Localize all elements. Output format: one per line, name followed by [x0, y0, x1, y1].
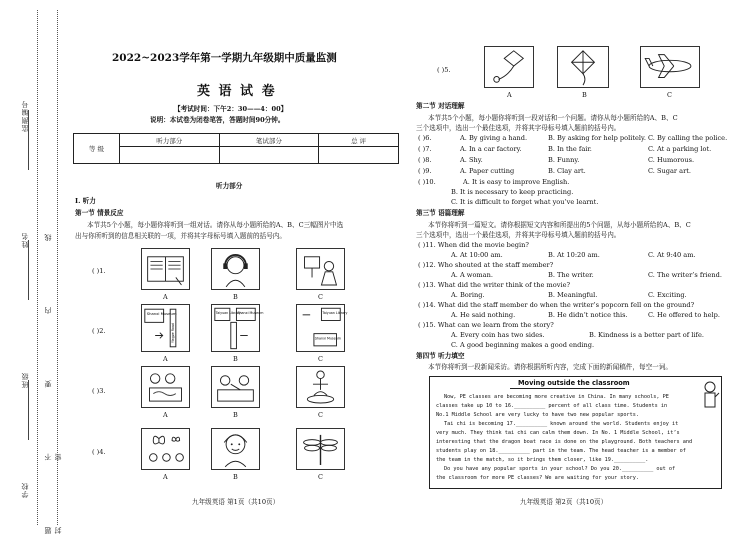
news-line-2: classes take up 10 to 16.__________ percent of all class time. Students in: [436, 403, 668, 409]
q3-label-a: A: [163, 411, 168, 419]
q10-number[interactable]: ( )10.: [418, 178, 436, 186]
watching-tv-image: [297, 249, 344, 289]
section-2-instr-1: 本节共5个小题，每小题你将听到一段对话和一个问题。请你从每小题所给的A、B、C: [428, 114, 678, 122]
score-table: [73, 133, 399, 164]
q9-number[interactable]: ( )9.: [418, 167, 432, 175]
q15-option-c[interactable]: C. A good beginning makes a good ending.: [451, 341, 595, 349]
exam-time: 【考试时间：下午2：30——4：00】: [174, 105, 288, 113]
score-cell-written[interactable]: [219, 147, 319, 164]
q15-question[interactable]: ( )15. What can we learn from the story?: [418, 321, 554, 329]
no-answer-warning: 题 不 要 内 线 封 密: [44, 202, 62, 534]
q2-picture-a[interactable]: [141, 304, 190, 352]
q7-option-c[interactable]: C. At a parking lot.: [648, 145, 712, 153]
q1-picture-b[interactable]: [211, 248, 260, 290]
q3-picture-c[interactable]: [296, 366, 345, 408]
q2-picture-c[interactable]: [296, 304, 348, 352]
kids-drawing-image: [212, 367, 259, 407]
people-painting-image: [142, 367, 189, 407]
listening-part-heading: 听力部分: [216, 182, 243, 190]
subject-title: 英 语 试 卷: [197, 84, 277, 99]
q6-number[interactable]: ( )6.: [418, 134, 432, 142]
museum-road-map-a: [142, 305, 189, 351]
answer-line-2: [28, 240, 34, 300]
q12-option-c[interactable]: C. The writer’s friend.: [648, 271, 722, 279]
girl-smiling-image: [212, 429, 259, 469]
score-col-total: 总 评: [319, 134, 399, 147]
q11-option-a[interactable]: A. At 10:00 am.: [451, 251, 503, 259]
kite-flying-image-a: [485, 47, 533, 87]
q6-option-a[interactable]: A. By giving a hand.: [460, 134, 528, 142]
news-line-6: interesting that the dragon boat race is done on the playground. Both teachers and: [436, 439, 693, 445]
q1-picture-c[interactable]: [296, 248, 345, 290]
class-label: 班级: [21, 372, 29, 388]
road-name-a: Yingze Road: [170, 323, 175, 344]
airplane-image: [641, 47, 699, 87]
q1-label-c: C: [318, 293, 323, 301]
answer-line-1: [28, 110, 34, 170]
score-cell-total[interactable]: [319, 147, 399, 164]
q13-question[interactable]: ( )13. What did the writer think of the movie?: [418, 281, 571, 289]
q14-option-c[interactable]: C. He offered to help.: [648, 311, 720, 319]
q4-label-b: B: [233, 473, 238, 481]
q7-number[interactable]: ( )7.: [418, 145, 432, 153]
q12-option-b[interactable]: B. The writer.: [548, 271, 594, 279]
book-reading-image: [142, 249, 189, 289]
news-line-9: Do you have any popular sports in your school? Do you 20.__________ out of: [444, 466, 676, 472]
q15-option-b[interactable]: B. Kindness is a better part of life.: [589, 331, 704, 339]
q14-option-b[interactable]: B. He didn’t notice this.: [548, 311, 628, 319]
q10-option-c[interactable]: C. It is difficult to forget what you’ve learnt.: [451, 198, 599, 206]
q5-picture-a[interactable]: [484, 46, 534, 88]
q5-label-a: A: [507, 91, 512, 99]
score-cell-listening[interactable]: [119, 147, 219, 164]
section-4-title: 第四节 听力填空: [416, 352, 465, 360]
exam-number-label: 监测编号: [21, 100, 29, 132]
sign-library-c: Taiyuan Library: [322, 310, 348, 315]
q13-option-b[interactable]: B. Meaningful.: [548, 291, 598, 299]
q13-option-a[interactable]: A. Boring.: [451, 291, 485, 299]
answer-line-3: [28, 380, 34, 440]
question-3-blank[interactable]: ( )3.: [92, 387, 106, 395]
news-article-box: [429, 376, 722, 489]
q8-option-a[interactable]: A. Shy.: [460, 156, 483, 164]
school-label: 学校: [21, 482, 29, 498]
question-4-blank[interactable]: ( )4.: [92, 448, 106, 456]
q8-option-b[interactable]: B. Funny.: [548, 156, 580, 164]
q9-option-c[interactable]: C. Sugar art.: [648, 167, 691, 175]
q1-picture-a[interactable]: [141, 248, 190, 290]
q11-question[interactable]: ( )11. When did the movie begin?: [418, 241, 529, 249]
news-title-underline: [510, 388, 625, 389]
news-line-5: very much. They think tai chi can calm them down. In No. 1 Middle School, it’s: [436, 430, 680, 436]
q7-option-b[interactable]: B. In the fair.: [548, 145, 592, 153]
q5-label-c: C: [667, 91, 672, 99]
q14-option-a[interactable]: A. He said nothing.: [451, 311, 516, 319]
q9-option-b[interactable]: B. Clay art.: [548, 167, 586, 175]
q3-label-b: B: [233, 411, 238, 419]
sign-shanxi-b: Shanxi Museum: [237, 310, 264, 315]
question-5-blank[interactable]: ( )5.: [437, 66, 451, 74]
q3-picture-a[interactable]: [141, 366, 190, 408]
q2-label-b: B: [233, 355, 238, 363]
news-line-1: Now, PE classes are becoming more creative in China. In many schools, PE: [444, 394, 669, 400]
section-3-instr-1: 本节你将听到一篇短文。请你根据短文内容和所提出的5个问题，从每小题所给的A、B、C: [428, 221, 691, 229]
q6-option-c[interactable]: C. By calling the police.: [648, 134, 728, 142]
name-label: 姓名: [21, 232, 29, 248]
news-title: Moving outside the classroom: [518, 379, 630, 387]
reporter-cartoon-icon: [700, 379, 720, 409]
section-1-instr-1: 本节共5个小题，每小题你将听到一组对话。请你从每小题所给的A、B、C三幅图片中选: [87, 221, 344, 229]
q4-label-a: A: [163, 473, 168, 481]
exam-note: 说明：本试卷为闭卷笔答，答题时间90分钟。: [150, 116, 285, 124]
q2-label-a: A: [163, 355, 168, 363]
section-2-title: 第二节 对话理解: [416, 102, 465, 110]
seal-line-inner: [57, 10, 58, 525]
question-1-blank[interactable]: ( )1.: [92, 267, 106, 275]
clay-pottery-image: [297, 367, 344, 407]
score-col-written: 笔试部分: [219, 134, 319, 147]
section-4-instr: 本节你将听到一段新闻采访。请你根据所听内容，完成下面的新闻稿件，每空一词。: [428, 363, 672, 371]
grade-label: 等 级: [74, 134, 120, 164]
q14-question[interactable]: ( )14. What did the staff member do when the writer’s popcorn fell on the ground?: [418, 301, 695, 309]
section-3-title: 第三节 语篇理解: [416, 209, 465, 217]
q1-label-b: B: [233, 293, 238, 301]
news-line-4: Tai chi is becoming 17.__________ known around the world. Students enjoy it: [444, 421, 679, 427]
girl-headphones-image: [212, 249, 259, 289]
q4-picture-a[interactable]: [141, 428, 190, 470]
score-col-listening: 听力部分: [119, 134, 219, 147]
q2-picture-b[interactable]: [211, 304, 264, 352]
q12-option-a[interactable]: A. A woman.: [451, 271, 493, 279]
dragonfly-image: [297, 429, 344, 469]
q15-option-a[interactable]: A. Every coin has two sides.: [451, 331, 545, 339]
news-line-8: the team in the match, so it brings them closer, like 19.__________.: [436, 457, 649, 463]
section-i-heading: Ⅰ. 听力: [75, 197, 96, 205]
q4-picture-b[interactable]: [211, 428, 260, 470]
q7-option-a[interactable]: A. In a car factory.: [460, 145, 522, 153]
butterfly-flowers-image: [142, 429, 189, 469]
page-1-footer: 九年级英语 第1页（共10页）: [192, 498, 280, 506]
section-1-instr-2: 出与你所听到的信息相关联的一项，并将其字母标号填入题前的括号内。: [75, 232, 286, 240]
q3-picture-b[interactable]: [211, 366, 260, 408]
q8-option-c[interactable]: C. Humorous.: [648, 156, 695, 164]
sign-library-b: Taiyuan Library: [215, 310, 241, 315]
section-1-title: 第一节 情景反应: [75, 209, 124, 217]
q6-option-b[interactable]: B. By asking for help politely.: [548, 134, 646, 142]
q10-option-b[interactable]: B. It is necessary to keep practicing.: [451, 188, 574, 196]
q11-option-b[interactable]: B. At 10:20 am.: [548, 251, 600, 259]
section-3-instr-2: 三个选项中，选出一个最佳选项，并将其字母标号填入题前的括号内。: [416, 231, 621, 239]
q2-label-c: C: [318, 355, 323, 363]
q5-picture-c[interactable]: [640, 46, 700, 88]
sign-shanxi-c: Shanxi Museum: [314, 336, 341, 341]
sign-shanxi-a: Shanxi Museum: [146, 311, 177, 316]
q3-label-c: C: [318, 411, 323, 419]
page-2-footer: 九年级英语 第2页（共10页）: [520, 498, 608, 506]
news-line-7: students play on 18.__________ part in the team. The head teacher is a member of: [436, 448, 686, 454]
section-2-instr-2: 三个选项中，选出一个最佳选项，并将其字母标号填入题前的括号内。: [416, 124, 621, 132]
q9-option-a[interactable]: A. Paper cutting: [460, 167, 515, 175]
seal-line-outer: [37, 10, 38, 525]
museum-road-map-b: [212, 305, 264, 351]
question-2-blank[interactable]: ( )2.: [92, 327, 106, 335]
news-line-3: No.1 Middle School are very lucky to have two new popular sports.: [436, 412, 640, 418]
q5-label-b: B: [582, 91, 587, 99]
q12-question[interactable]: ( )12. Who shouted at the staff member?: [418, 261, 554, 269]
q4-label-c: C: [318, 473, 323, 481]
q11-option-c[interactable]: C. At 9:40 am.: [648, 251, 696, 259]
q8-number[interactable]: ( )8.: [418, 156, 432, 164]
q13-option-c[interactable]: C. Exciting.: [648, 291, 687, 299]
museum-road-map-c: [297, 305, 348, 351]
kite-image-b: [558, 47, 608, 87]
news-line-10: the classroom for more PE classes? We are waiting for your story.: [436, 475, 640, 481]
exam-title: 2022~2023学年第一学期九年级期中质量监测: [112, 52, 337, 64]
q10-option-a[interactable]: A. It is easy to improve English.: [463, 178, 570, 186]
q5-picture-b[interactable]: [557, 46, 609, 88]
q4-picture-c[interactable]: [296, 428, 345, 470]
q1-label-a: A: [163, 293, 168, 301]
